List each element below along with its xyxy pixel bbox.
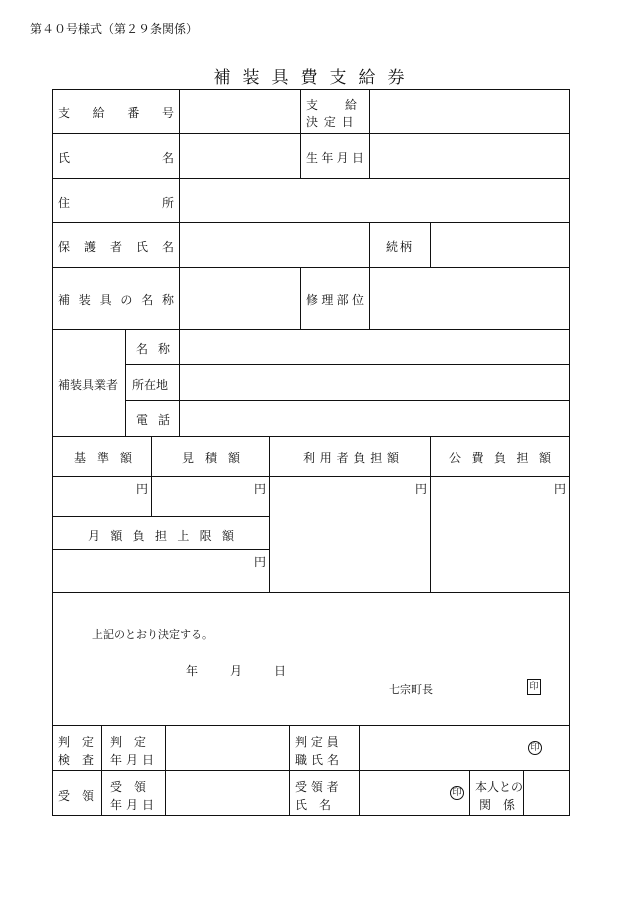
mayor-seal-icon: 印	[527, 679, 541, 695]
label-gyosha: 補装具業者	[58, 378, 119, 392]
label-juryo: 受 領	[58, 789, 95, 803]
form-title: 補装具費支給券	[213, 68, 417, 88]
field-gyosha-shozaichi[interactable]	[180, 365, 569, 400]
field-honnin-kankei[interactable]	[524, 771, 569, 815]
label-gyosha-denwa: 電 話	[136, 413, 170, 427]
mayor-title: 七宗町長	[389, 683, 433, 696]
decision-text: 上記のとおり決定する。	[92, 628, 213, 641]
label-honnin-line2: 関 係	[479, 798, 516, 812]
label-shimei: 氏 名	[58, 151, 174, 165]
label-hantei-kensa-line2: 検 査	[58, 753, 95, 767]
decision-hi: 日	[274, 664, 287, 678]
label-honnin-line1: 本人との	[475, 780, 524, 794]
field-shuri-bui[interactable]	[370, 268, 569, 329]
label-hogosha-shimei: 保 護 者 氏 名	[58, 240, 174, 254]
field-kohi-futan-gaku[interactable]	[431, 477, 569, 592]
hanteiin-seal-icon: 印	[528, 741, 542, 755]
field-juryo-nengappi[interactable]	[166, 771, 289, 815]
field-mitsumori-gaku[interactable]	[152, 477, 269, 516]
label-shikyu-bango: 支 給 番 号	[58, 106, 174, 120]
label-juryosha-line1: 受 領 者	[295, 780, 339, 794]
field-shikyu-kettei-bi[interactable]	[370, 90, 569, 133]
label-juryo-nengappi-line1: 受 領	[110, 780, 147, 794]
field-seinengappi[interactable]	[370, 134, 569, 178]
label-seinengappi: 生 年 月 日	[306, 151, 364, 165]
yen-kijun: 円	[136, 482, 149, 496]
label-shikyu-kettei-line2: 決 定 日	[306, 115, 355, 129]
label-riyosha-futan-gaku: 利 用 者 負 担 額	[303, 451, 399, 465]
label-hanteiin-line2: 職氏名	[295, 753, 344, 767]
label-hosogu-meisho: 補 装 具 の 名 称	[58, 293, 174, 307]
field-hantei-nengappi[interactable]	[166, 726, 289, 770]
field-shikyu-bango[interactable]	[180, 90, 299, 133]
field-gyosha-denwa[interactable]	[180, 401, 569, 436]
yen-mitsumori: 円	[254, 482, 267, 496]
yen-kohi: 円	[554, 482, 567, 496]
decision-nen: 年	[186, 664, 199, 678]
yen-riyosha: 円	[415, 482, 428, 496]
label-hanteiin-line1: 判 定 員	[295, 735, 339, 749]
field-zokugara[interactable]	[431, 223, 569, 267]
label-shikyu-kettei-line1: 支 給	[306, 98, 359, 112]
label-juryosha-line2: 氏 名	[295, 798, 332, 812]
form-number: 第４０号様式（第２９条関係）	[30, 22, 199, 36]
label-hantei-nengappi-line1: 判 定	[110, 735, 147, 749]
label-jusho: 住 所	[58, 196, 174, 210]
field-jusho[interactable]	[180, 179, 569, 222]
label-shuri-bui: 修 理 部 位	[306, 293, 364, 307]
decision-tsuki: 月	[230, 664, 243, 678]
field-gyosha-meisho[interactable]	[180, 330, 569, 364]
field-hosogu-meisho[interactable]	[180, 268, 299, 329]
juryosha-seal-icon: 印	[450, 786, 464, 800]
label-zokugara: 続柄	[386, 240, 415, 254]
label-gyosha-meisho: 名 称	[136, 342, 170, 356]
field-hogosha-shimei[interactable]	[180, 223, 369, 267]
label-gyosha-shozaichi: 所在地	[132, 378, 169, 392]
field-kijun-gaku[interactable]	[53, 477, 151, 516]
label-mitsumori-gaku: 見 積 額	[182, 451, 240, 465]
label-juryo-nengappi-line2: 年月日	[110, 798, 159, 812]
label-hantei-kensa-line1: 判 定	[58, 735, 95, 749]
label-getsugaku-futan-jogen: 月 額 負 担 上 限 額	[88, 529, 234, 543]
label-kohi-futan-gaku: 公 費 負 担 額	[449, 451, 551, 465]
field-shimei[interactable]	[180, 134, 299, 178]
field-riyosha-futan-gaku[interactable]	[270, 477, 430, 592]
label-kijun-gaku: 基 準 額	[74, 451, 132, 465]
field-getsugaku-futan-jogen[interactable]	[53, 550, 269, 592]
label-hantei-nengappi-line2: 年月日	[110, 753, 159, 767]
yen-getsugaku: 円	[254, 555, 267, 569]
